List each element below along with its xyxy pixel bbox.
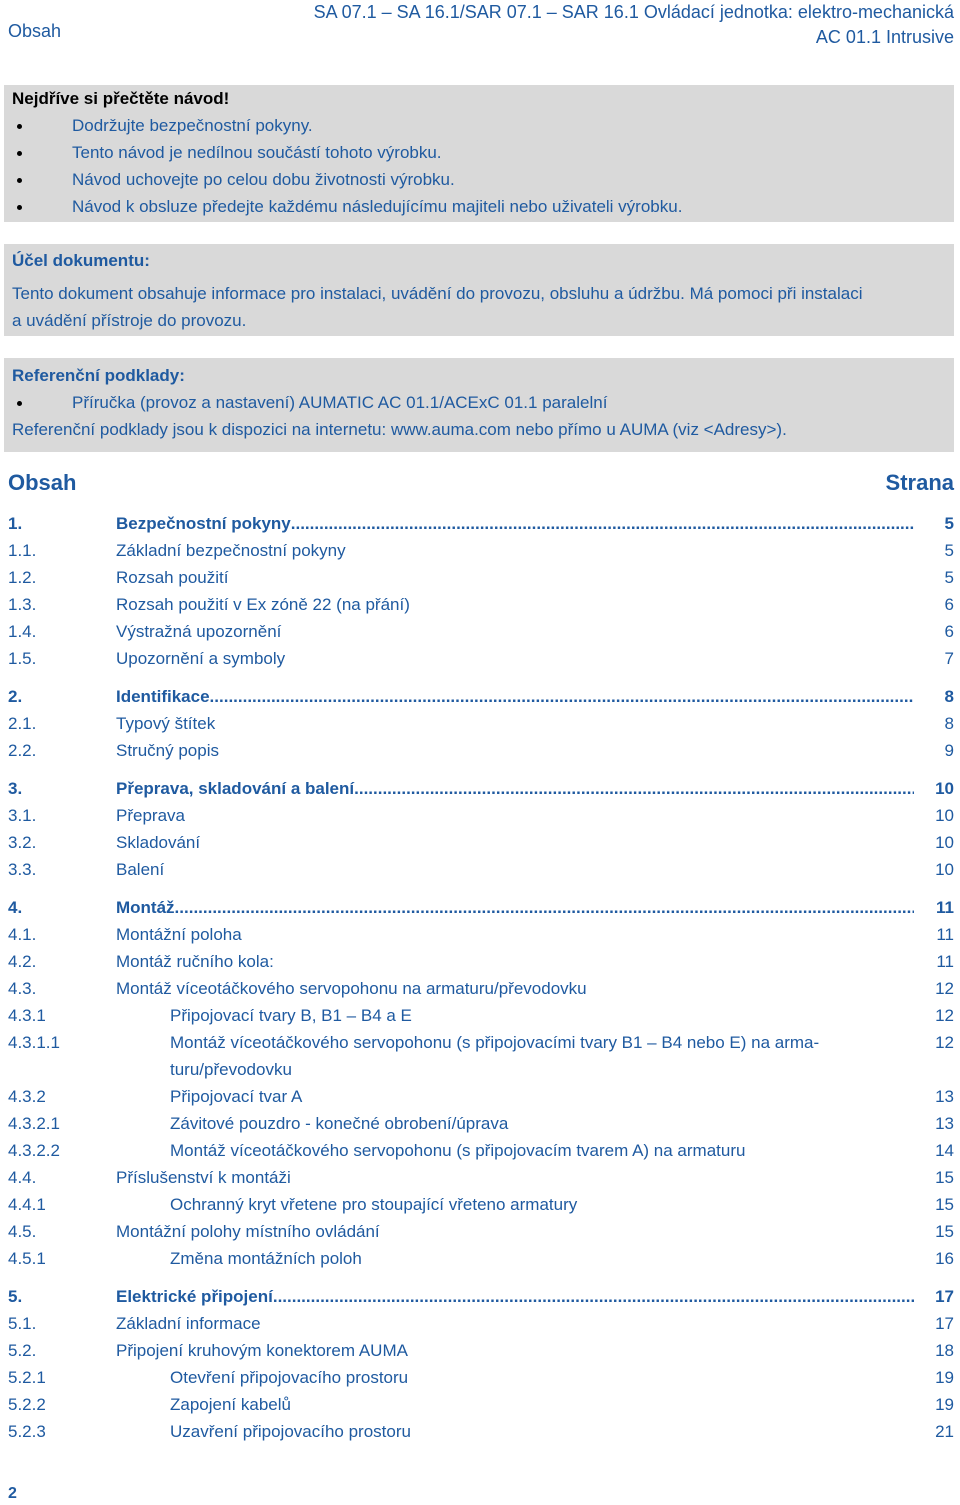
toc-row-number: 4. (8, 898, 23, 917)
toc-row-page: 11 (936, 952, 954, 971)
toc-heading: Obsah (8, 470, 77, 495)
toc-page-heading: Strana (885, 470, 954, 495)
toc-row[interactable] (8, 948, 954, 975)
toc-row-number: 3.2. (8, 833, 37, 852)
toc-row-page: 8 (944, 687, 954, 706)
toc-row-number: 3.3. (8, 860, 37, 879)
toc-row-number: 1.1. (8, 541, 37, 560)
toc-row-number: 2.2. (8, 741, 37, 760)
toc-row-page: 16 (935, 1249, 954, 1268)
toc-row-title: Montáž víceotáčkového servopohonu (s připojovacím tvarem A) na armaturu (170, 1141, 746, 1160)
bullet-icon (12, 139, 72, 166)
toc-row[interactable] (8, 683, 954, 710)
toc-row-title-text: Bezpečnostní pokyny (116, 514, 291, 533)
header-section-title: Obsah (8, 21, 62, 41)
bullet-icon (12, 166, 72, 193)
toc-row-number: 5.2.3 (8, 1422, 46, 1441)
toc-row-title: Základní informace (116, 1314, 261, 1333)
toc-row[interactable] (8, 710, 954, 737)
toc-row-title (116, 683, 914, 710)
toc-row-number: 5.1. (8, 1314, 37, 1333)
toc-row[interactable] (8, 829, 954, 856)
toc-row-number: 1.2. (8, 568, 37, 587)
references-box (4, 358, 954, 452)
toc-row-page: 13 (935, 1114, 954, 1133)
toc-row[interactable] (8, 645, 954, 672)
toc-row[interactable] (8, 802, 954, 829)
toc-row[interactable] (8, 975, 954, 1002)
toc-row[interactable] (8, 537, 954, 564)
toc-row-number: 4.1. (8, 925, 37, 944)
toc-row-number: 5.2. (8, 1341, 37, 1360)
toc-row[interactable] (8, 1029, 954, 1083)
toc-row[interactable] (8, 1218, 954, 1245)
toc-row-number: 4.5. (8, 1222, 37, 1241)
page-number: 2 (8, 1485, 17, 1502)
toc-row-page: 10 (935, 833, 954, 852)
toc-row-page: 15 (935, 1168, 954, 1187)
toc-row-page: 8 (944, 714, 954, 733)
toc-row-number: 5.2.1 (8, 1368, 46, 1387)
header-title-line-1: SA 07.1 – SA 16.1/SAR 07.1 – SAR 16.1 Ovládací jednotka: elektro-mechanická (313, 2, 954, 22)
toc-row[interactable] (8, 1002, 954, 1029)
toc-row-number: 4.4. (8, 1168, 37, 1187)
toc-row-page: 19 (935, 1368, 954, 1387)
toc-row-page: 17 (935, 1314, 954, 1333)
toc-row-number: 4.3. (8, 979, 37, 998)
toc-row-page: 5 (944, 514, 954, 533)
toc-row-page: 7 (944, 649, 954, 668)
toc-row[interactable] (8, 1418, 954, 1445)
toc-row-page: 15 (935, 1195, 954, 1214)
toc-row-title-text: Identifikace (116, 687, 210, 706)
list-item: Návod uchovejte po celou dobu životnosti výrobku. (12, 166, 946, 193)
bullet-icon (12, 389, 72, 416)
dot-leader (210, 683, 914, 710)
toc-row-number: 4.3.2.2 (8, 1141, 60, 1160)
toc-row-number: 4.2. (8, 952, 37, 971)
toc-row-number: 5. (8, 1287, 23, 1306)
toc-row-number: 4.3.2 (8, 1087, 46, 1106)
toc-row-number: 4.3.1.1 (8, 1033, 60, 1052)
purpose-text-line-2: a uvádění přístroje do provozu. (12, 311, 247, 330)
toc-row-number: 4.3.1 (8, 1006, 46, 1025)
toc-row-title: Připojovací tvar A (170, 1087, 303, 1106)
toc-row-title-text: Montáž (116, 898, 175, 917)
toc-row-number: 5.2.2 (8, 1395, 46, 1414)
header-title-line-2: AC 01.1 Intrusive (815, 27, 954, 47)
toc-row-page: 10 (935, 860, 954, 879)
toc-row[interactable] (8, 1283, 954, 1310)
toc-row[interactable] (8, 894, 954, 921)
toc-heading-row (8, 470, 954, 496)
bullet-icon (12, 193, 72, 220)
toc-row-title: Ochranný kryt vřetene pro stoupající vřeteno armatury (170, 1195, 578, 1214)
toc-row[interactable] (8, 1391, 954, 1418)
toc-row-title: Balení (116, 860, 165, 879)
toc-row-title: Připojovací tvary B, B1 – B4 a E (170, 1006, 412, 1025)
toc-row[interactable] (8, 856, 954, 883)
toc-row-page: 17 (935, 1287, 954, 1306)
toc-row-page: 5 (944, 568, 954, 587)
list-item: Tento návod je nedílnou součástí tohoto výrobku. (12, 139, 946, 166)
toc-row-number: 2.1. (8, 714, 37, 733)
toc-row[interactable] (8, 1337, 954, 1364)
toc-row-title (116, 894, 914, 921)
toc-row-title: Rozsah použití v Ex zóně 22 (na přání) (116, 595, 410, 614)
toc-row-title: Zapojení kabelů (170, 1395, 291, 1414)
toc-row-page: 5 (944, 541, 954, 560)
table-of-contents (8, 510, 954, 1445)
toc-row-title: Výstražná upozornění (116, 622, 282, 641)
toc-row-page: 18 (935, 1341, 954, 1360)
toc-row[interactable] (8, 510, 954, 537)
toc-row-title: Montáž víceotáčkového servopohonu na armaturu/převodovku (116, 979, 587, 998)
toc-row-page: 21 (935, 1422, 954, 1441)
toc-row-page: 12 (935, 979, 954, 998)
toc-row-page: 9 (944, 741, 954, 760)
toc-row-number: 3. (8, 779, 23, 798)
dot-leader (175, 894, 914, 921)
bullet-icon (12, 112, 72, 139)
toc-row[interactable] (8, 737, 954, 764)
toc-row[interactable] (8, 1110, 954, 1137)
list-item: Dodržujte bezpečnostní pokyny. (12, 112, 946, 139)
toc-row[interactable] (8, 618, 954, 645)
toc-row[interactable] (8, 564, 954, 591)
toc-row-number: 4.4.1 (8, 1195, 46, 1214)
toc-row-page: 14 (935, 1141, 954, 1160)
toc-row-page: 10 (935, 779, 954, 798)
toc-row[interactable] (8, 1245, 954, 1272)
toc-row-page: 11 (936, 898, 954, 917)
toc-row-title: Přeprava (116, 806, 185, 825)
toc-row-title: Základní bezpečnostní pokyny (116, 541, 346, 560)
toc-row-title: Rozsah použití (116, 568, 229, 587)
toc-row[interactable] (8, 1137, 954, 1164)
toc-row-title-text: Elektrické připojení (116, 1287, 273, 1306)
toc-row-page: 10 (935, 806, 954, 825)
toc-row-number: 1.5. (8, 649, 37, 668)
toc-row-title: Typový štítek (116, 714, 216, 733)
toc-row-title: Skladování (116, 833, 201, 852)
toc-row-page: 11 (936, 925, 954, 944)
notice-title: Nejdříve si přečtěte návod! (12, 89, 230, 108)
toc-row-title-text: Přeprava, skladování a balení (116, 779, 355, 798)
dot-leader (354, 775, 914, 802)
toc-row-page: 13 (935, 1087, 954, 1106)
toc-row[interactable] (8, 1364, 954, 1391)
list-item: Příručka (provoz a nastavení) AUMATIC AC 01.1/ACExC 01.1 paralelní (12, 389, 946, 416)
toc-row-title: Montážní polohy místního ovládání (116, 1222, 380, 1241)
toc-row-number: 2. (8, 687, 23, 706)
list-item: Návod k obsluze předejte každému následujícímu majiteli nebo uživateli výrobku. (12, 193, 946, 220)
purpose-box (4, 244, 954, 336)
toc-row-title: Uzavření připojovacího prostoru (170, 1422, 411, 1441)
toc-row[interactable] (8, 1310, 954, 1337)
toc-row-title: Závitové pouzdro - konečné obrobení/úprava (170, 1114, 509, 1133)
references-title: Referenční podklady: (12, 366, 185, 385)
dot-leader (273, 1283, 914, 1310)
toc-row-title: Montáž ručního kola: (116, 952, 274, 971)
toc-row[interactable] (8, 1164, 954, 1191)
toc-row-title: Připojení kruhovým konektorem AUMA (116, 1341, 408, 1360)
toc-row-title: Montáž víceotáčkového servopohonu (s připojovacími tvary B1 – B4 nebo E) na arma-turu/převodovku (170, 1033, 820, 1079)
header-document-title (314, 0, 954, 50)
references-note: Referenční podklady jsou k dispozici na internetu: www.auma.com nebo přímo u AUMA (viz <Adresy>). (12, 420, 787, 439)
toc-row-page: 12 (935, 1006, 954, 1025)
toc-row-title: Příslušenství k montáži (116, 1168, 291, 1187)
purpose-text-line-1: Tento dokument obsahuje informace pro instalaci, uvádění do provozu, obsluhu a údržbu. Má pomoci při instalaci (12, 284, 863, 303)
notice-box (4, 85, 954, 222)
toc-row-number: 4.3.2.1 (8, 1114, 60, 1133)
toc-row[interactable] (8, 1191, 954, 1218)
toc-row-number: 1. (8, 514, 23, 533)
toc-row-title: Změna montážních poloh (170, 1249, 362, 1268)
toc-row[interactable] (8, 921, 954, 948)
toc-row-title: Stručný popis (116, 741, 219, 760)
toc-row[interactable] (8, 775, 954, 802)
toc-row-page: 6 (944, 622, 954, 641)
toc-row[interactable] (8, 1083, 954, 1110)
purpose-title: Účel dokumentu: (12, 251, 150, 270)
toc-row[interactable] (8, 591, 954, 618)
toc-row-page: 19 (935, 1395, 954, 1414)
toc-row-title: Otevření připojovacího prostoru (170, 1368, 409, 1387)
toc-row-number: 4.5.1 (8, 1249, 46, 1268)
toc-row-title: Montážní poloha (116, 925, 242, 944)
toc-row-page: 6 (944, 595, 954, 614)
toc-row-number: 1.4. (8, 622, 37, 641)
toc-row-number: 1.3. (8, 595, 37, 614)
toc-row-title (116, 510, 914, 537)
toc-row-page: 15 (935, 1222, 954, 1241)
toc-row-title (116, 775, 914, 802)
toc-row-number: 3.1. (8, 806, 37, 825)
toc-row-title (116, 1283, 914, 1310)
toc-row-title: Upozornění a symboly (116, 649, 286, 668)
dot-leader (291, 510, 914, 537)
toc-row-page: 12 (935, 1033, 954, 1052)
